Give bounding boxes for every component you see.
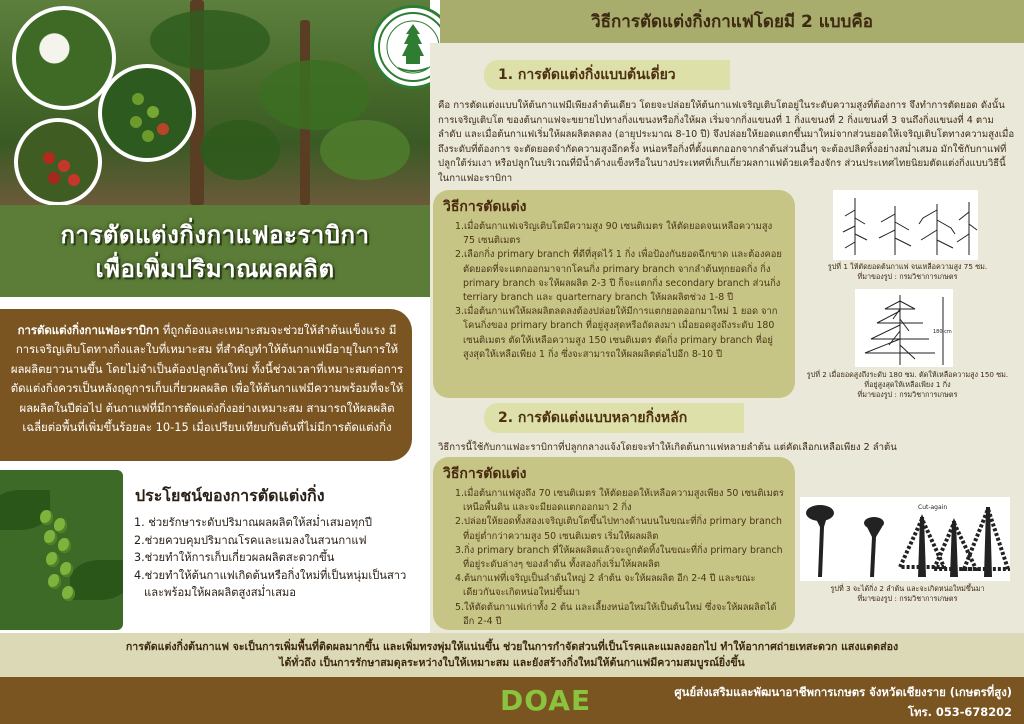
figure-2-pruning-diagram <box>855 289 953 367</box>
caption-source: ที่มาของรูป : กรมวิชาการเกษตร <box>857 390 958 399</box>
method-label: วิธีการตัดแต่ง <box>443 466 527 482</box>
list-item: 4.ช่วยทำให้ต้นกาแฟเกิดต้นหรือกิ่งใหม่ที่เป็นหนุ่มเป็นสาว และพร้อมให้ผลผลิตสูงสม่ำเสมอ <box>134 568 407 600</box>
logo-text: DOAE <box>500 684 592 717</box>
title-line-2: เพื่อเพิ่มปริมาณผลผลิต <box>95 255 335 283</box>
summary-text: การตัดแต่งกิ่งต้นกาแฟ จะเป็นการเพิ่มพื้นที่ติดผลมากขึ้น และเพิ่มทรงพุ่มให้แน่นขึ้น ช่วยในการกำจัดส่วนที่เป็นโรคและแมลงออกไป ทำให้อากาศถ่ายเทสะดวก แสงแดดส่องได้ทั่วถึง เป็นการรักษาสมดุลระหว่างใบให้เหมาะสม และยังสร้างกิ่งใหม่ให้ต้นกาแฟมีความสมบูรณ์ยิ่งขึ้น <box>125 641 899 669</box>
caption-source: ที่มาของรูป : กรมวิชาการเกษตร <box>857 272 958 281</box>
figure-1-caption <box>795 262 1020 282</box>
list-item: 4.ต้นกาแฟที่เจริญเป็นลำต้นใหญ่ 2 ลำต้น จะให้ผลผลิต อีก 2-4 ปี และขณะเดียวกันจะเกิดหน่อใหม่ขึ้นมา <box>455 573 756 599</box>
list-item: 2.ช่วยควบคุมปริมาณโรคและแมลงในสวนกาแฟ <box>134 533 367 547</box>
green-coffee-cherry-photo <box>98 64 196 162</box>
figure-3-pruning-diagram <box>800 497 1010 581</box>
figure-2-caption <box>795 370 1020 400</box>
section1-description: คือ การตัดแต่งแบบให้ต้นกาแฟมีเพียงลำต้นเดียว โดยจะปล่อยให้ต้นกาแฟเจริญเติบโตอยู่ในระดับความสูงที่ต้องการ จึงทำการตัดยอด ดังนั้น การเจริญเติบโต ของต้นกาแฟจะขยายไปทางกิ่งแขนงหรือกิ่งให้ผล เริ่มจากกิ่งแขนงที่ 1 กิ่งแขนงที่ 2 กิ่งแขนงที่ 3 จนถึงกิ่งแขนงที่ 4 ตามลำดับ และเมื่อต้นกาแฟเริ่มให้ผลผลิตลดลง (อายุประมาณ 8-10 ปี) จึงปล่อยให้ยอดแตกขึ้นมาใหม่จากส่วนยอดให้เจริญเติบโตทางความสูงเมื่อถึงระดับที่ต้องการ จะตัดยอดจำกัดความสูงอีกครั้ง หน่อหรือกิ่งที่ตั้งแตกออกจากลำต้นส่วนอื่นๆ จะต้องปลิดทิ้งอย่างสม่ำเสมอ มักใช้กับกาแฟที่ปลูกใต้ร่มเงา หรือปลูกในบริเวณที่มีน้ำค้างแข็งหรือในบางประเทศที่เก็บเกี่ยวผลกาแฟด้วยเครื่องจักร ส่วนประเทศไทยนิยมตัดแต่งกิ่งแบบวิธีนี้ ในกาแฟอะราบิกา <box>438 100 1015 184</box>
list-item: 1. ช่วยรักษาระดับปริมาณผลผลิตให้สม่ำเสมอทุกปี <box>134 516 373 529</box>
figure-3-label: Cut-again <box>918 504 948 511</box>
section-title-bar <box>440 0 1024 43</box>
red-coffee-cherry-photo <box>14 118 102 206</box>
benefit-title: ประโยชน์ของการตัดแต่งกิ่ง <box>135 486 325 505</box>
caption-source: ที่มาของรูป : กรมวิชาการเกษตร <box>857 594 958 603</box>
list-item: 1.เมื่อต้นกาแฟเจริญเติบโตมีความสูง 90 เซนติเมตร ให้ตัดยอดจนเหลือความสูง 75 เซนติเมตร <box>455 221 773 247</box>
list-item: 2.ปล่อยให้ยอดทั้งสองเจริญเติบโตขึ้นไปทางด้านบนในขณะที่กิ่ง primary branch ที่อยู่ต่ำกว่าความสูง 50 เซนติเมตร เริ่มให้ผลผลิต <box>455 516 782 542</box>
coffee-bean-photo <box>0 470 123 630</box>
organization-name: ศูนย์ส่งเสริมและพัฒนาอาชีพการเกษตร จังหวัดเชียงราย (เกษตรที่สูง) <box>674 685 1012 699</box>
section1-method-box <box>433 190 795 398</box>
caption-line: ที่อยู่สูงสุดให้เหลือเพียง 1 กิ่ง <box>864 380 951 389</box>
doae-logo-icon <box>500 684 591 717</box>
section2-method-box <box>433 457 795 630</box>
title-line-1: การตัดแต่งกิ่งกาแฟอะราบิกา <box>60 221 370 249</box>
intro-bold-term: การตัดแต่งกิ่งกาแฟอะราบิกา <box>17 323 160 337</box>
figure-1-pruning-diagram <box>833 190 978 260</box>
benefit-list <box>134 514 424 602</box>
section2-title: 2. การตัดแต่งแบบหลายกิ่งหลัก <box>498 410 688 426</box>
section2-steps <box>443 487 785 629</box>
method-label: วิธีการตัดแต่ง <box>443 199 527 215</box>
list-item: 3.กิ่ง primary branch ที่ให้ผลผลิตแล้วจะถูกตัดทิ้งในขณะที่กิ่ง primary branch ที่อยู่ระดับล่างๆ ของลำต้น ทั้งสองกิ่งเริ่มให้ผลผลิต <box>455 544 783 571</box>
list-item: 3.เมื่อต้นกาแฟให้ผลผลิตลดลงต้องปล่อยให้มีการแตกยอดออกมาใหม่ 1 ยอด จากโคนกิ่งของ primary branch ที่อยู่สูงสุดหรือถัดลงมา เมื่อยอดสูงถึงระดับ 180 เซนติเมตร ตัดให้เหลือความสูง 150 เซนติเมตร ตัดกิ่ง primary branch ที่อยู่สูงสุดให้เหลือเพียง 1 กิ่ง ซึ่งจะสามารถให้ผลผลิตต่อไปอีก 8-10 ปี <box>455 306 778 360</box>
list-item: 1.เมื่อต้นกาแฟสูงถึง 70 เซนติเมตร ให้ตัดยอดให้เหลือความสูงเพียง 50 เซนติเมตร เหนือพื้นดิน และจะมียอดแตกออกมา 2 กิ่ง <box>455 488 784 514</box>
section2-heading <box>484 403 744 433</box>
phone-number: โทร. 053-678202 <box>907 705 1012 719</box>
section1-steps <box>443 220 785 362</box>
caption-line: รูปที่ 2 เมื่อยอดสูงถึงระดับ 180 ซม. ตัดให้เหลือความสูง 150 ซม. <box>806 370 1009 379</box>
section1-heading <box>484 60 730 90</box>
figure-2-height-label: 180 cm <box>933 329 952 335</box>
section2-description: วิธีการนี้ใช้กับกาแฟอะราบิกาที่ปลูกกลางแจ้งโดยจะทำให้เกิดต้นกาแฟหลายลำต้น แต่คัดเลือกเหลือเพียง 2 ลำต้น <box>438 442 897 453</box>
section1-title: 1. การตัดแต่งกิ่งแบบต้นเดี่ยว <box>498 67 676 83</box>
list-item: 3.ช่วยทำให้การเก็บเกี่ยวผลผลิตสะดวกขึ้น <box>134 551 335 565</box>
figure-3-caption <box>795 584 1020 604</box>
section-title: วิธีการตัดแต่งกิ่งกาแฟโดยมี 2 แบบคือ <box>591 12 873 32</box>
intro-panel <box>0 309 412 461</box>
list-item: 5.ให้ตัดต้นกาแฟเก่าทั้ง 2 ต้น และเลี้ยงหน่อใหม่ให้เป็นต้นใหม่ ซึ่งจะให้ผลผลิตได้อีก 2-4 ปี <box>455 601 777 627</box>
caption-line: รูปที่ 3 จะได้กิ่ง 2 ลำต้น และจะเกิดหน่อใหม่ขึ้นมา <box>830 584 985 593</box>
intro-text: ที่ถูกต้องและเหมาะสมจะช่วยให้ลำต้นแข็งแรง มีการเจริญเติบโตทางกิ่งและใบที่เหมาะสม ที่สำคัญทำให้ต้นกาแฟมีอายุในการให้ผลผลิตยาวนานขึ้น โดยไม่จำเป็นต้องปลูกต้นใหม่ ทั้งนี้ช่วงเวลาที่เหมาะสมต่อการตัดแต่งกิ่งควรเป็นหลังฤดูการเก็บเกี่ยวผลผลิต เพื่อให้ต้นกาแฟมีความพร้อมที่จะให้ผลผลิตในปีต่อไป ต้นกาแฟที่มีการตัดแต่งกิ่งอย่างเหมาะสม สามารถให้ผลผลิตเฉลี่ยต่อพื้นที่เพิ่มขึ้นร้อยละ 10-15 เมื่อเปรียบเทียบกับต้นที่ไม่มีการตัดแต่งกิ่ง <box>10 323 404 435</box>
caption-line: รูปที่ 1 ให้ตัดยอดต้นกาแฟ จนเหลือความสูง 75 ซม. <box>827 262 988 271</box>
summary-bar <box>0 633 1024 677</box>
list-item: 2.เลือกกิ่ง primary branch ที่ดีที่สุดไว้ 1 กิ่ง เพื่อป้องกันยอดฉีกขาด และต้องคอยตัดยอดที่จะแตกออกมาจากโคนกิ่ง primary branch จากลำต้นทุกยอดกิ่ง กิ่ง primary branch จะให้ผลผลิต 2-3 ปี ก็จะแตกกิ่ง secondary branch ส่วนกิ่ง terriary branch และ quarternary branch ให้ผลผลิตช่วง 1-8 ปี <box>455 249 782 304</box>
main-heading <box>0 205 430 297</box>
